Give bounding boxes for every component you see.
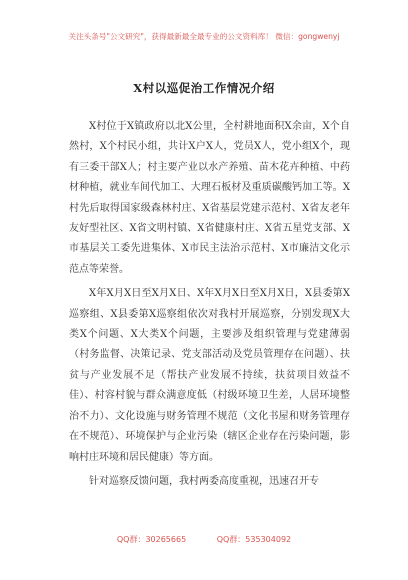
paragraph: 针对巡察反馈问题，我村两委高度重视，迅速召开专 <box>89 475 319 487</box>
header-note: 关注头条号"公文研究"，获得最新最全最专业的公文资料库！ 微信：gongwenyj <box>68 32 340 41</box>
footer <box>0 534 408 545</box>
document-title: X村以巡促治工作情况介绍 <box>133 81 275 95</box>
document-body <box>69 117 350 492</box>
paragraph: X年X月X日至X月X日、X年X月X日至X月X日，X县委第X巡察组、X县委第X巡察组依次对我村开展巡察，分别发现X大类X个问题、X大类X个问题，主要涉及组织管理与党建薄弱（村务监督、决策记录、党支部活动及党员管理存在问题）、扶贫与产业发展不足（帮扶产业发展不持续，扶贫项目效益不佳）、村容村貌与群众满意度低（村级环境卫生差，人居环境整治不力）、文化设施与财务管理不规范（文化书屋和财务管理存在不规范）、环境保护与企业污染（辖区企业存在污染问题，影响村庄环境和居民健康）等方面。 <box>69 288 350 463</box>
footer-qq-group-1: QQ群：30265665 <box>116 535 187 544</box>
footer-qq-group-2: QQ群：535304092 <box>216 535 292 544</box>
paragraph: X村位于X镇政府以北X公里，全村耕地面积X余亩，X个自然村，X个村民小组，共计X户X人，党员X人，党小组X个，现有三委干部X人；村主要产业以水产养殖、苗木花卉种植、中药材种植，就业车间代加工、大理石板材及重质碳酸钙加工等。X村先后取得国家级森林村庄、X省基层党建示范村、X省友老年友好型社区、X省文明村镇、X省健康村庄、X省五星党支部、X市基层关工委先进集体、X市民主法治示范村、X市廉洁文化示范点等荣誉。 <box>69 121 350 275</box>
